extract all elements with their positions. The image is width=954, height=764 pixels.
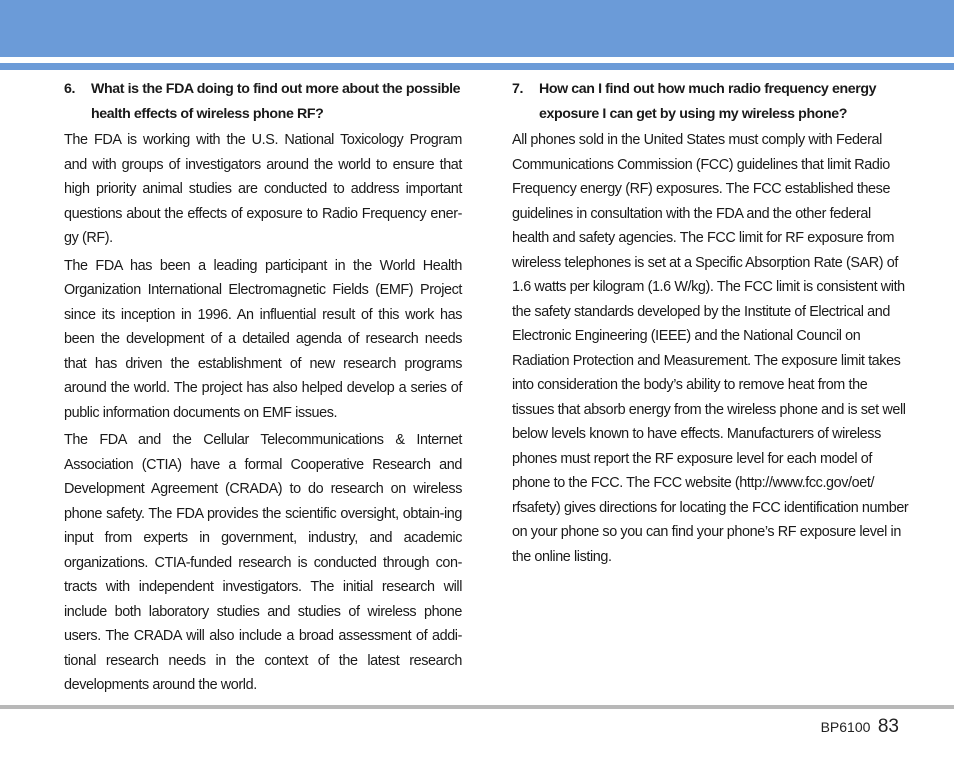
page-footer [821, 716, 899, 738]
footer-rule [0, 705, 954, 709]
answer-paragraph: The FDA is working with the U.S. National Toxicology Program and with groups of investigators around the world to ensure that high priority animal studies are conducted to address important questions about the effects of exposure to Radio Frequency ener-gy (RF). [64, 132, 462, 246]
question-number: 7. [512, 81, 524, 97]
right-column [512, 77, 910, 572]
header-rule [0, 63, 954, 70]
question-7 [512, 77, 910, 126]
header-band [0, 0, 954, 57]
answer-paragraph: The FDA and the Cellular Telecommunications & Internet Association (CTIA) have a formal Cooperative Research and Development Agreement (CRADA) to do research on wireless phone safety. The FDA provides the scientific oversight, obtain-ing input from experts in government, industry, and academic organizations. CTIA-funded research is conducted through con-tracts with independent investigators. The initial research will include both laboratory studies and studies of wireless phone users. The CRADA will also include a broad assessment of addi-tional research needs in the context of the latest research developments around the world. [64, 432, 462, 693]
question-6 [64, 77, 462, 126]
left-column [64, 77, 462, 701]
page-number: 83 [877, 716, 899, 737]
model-name: BP6100 [820, 719, 871, 735]
question-heading: How can I find out how much radio frequency energy exposure I can get by using my wireless phone? [539, 81, 877, 122]
question-heading: What is the FDA doing to find out more about the possible health effects of wireless phone RF? [91, 81, 461, 122]
question-number: 6. [64, 81, 76, 97]
answer-paragraph: The FDA has been a leading participant in the World Health Organization International Electromagnetic Fields (EMF) Project since its inception in 1996. An influential result of this work has been the development of a detailed agenda of research needs that has driven the establishment of new research programs around the world. The project has also helped develop a series of public information documents on EMF issues. [64, 257, 462, 421]
answer-paragraph: All phones sold in the United States must comply with Federal Communications Commission (FCC) guidelines that limit Radio Frequency energy (RF) exposures. The FCC established these guidelines in consultation with the FDA and the other federal health and safety agencies. The FCC limit for RF exposure from wireless telephones is set at a Specific Absorption Rate (SAR) of 1.6 watts per kilogram (1.6 W/kg). The FCC limit is consistent with the safety standards developed by the Institute of Electrical and Electronic Engineering (IEEE) and the National Council on Radiation Protection and Measurement. The exposure limit takes into consideration the body’s ability to remove heat from the tissues that absorb energy from the wireless phone and is set well below levels known to have effects. Manufacturers of wireless phones must report the RF exposure level for each model of phone to the FCC. The FCC website (http://www.fcc.gov/oet/ rfsafety) gives directions for locating the FCC identification number on your phone so you can find your phone’s RF exposure level in the online listing. [512, 132, 909, 565]
